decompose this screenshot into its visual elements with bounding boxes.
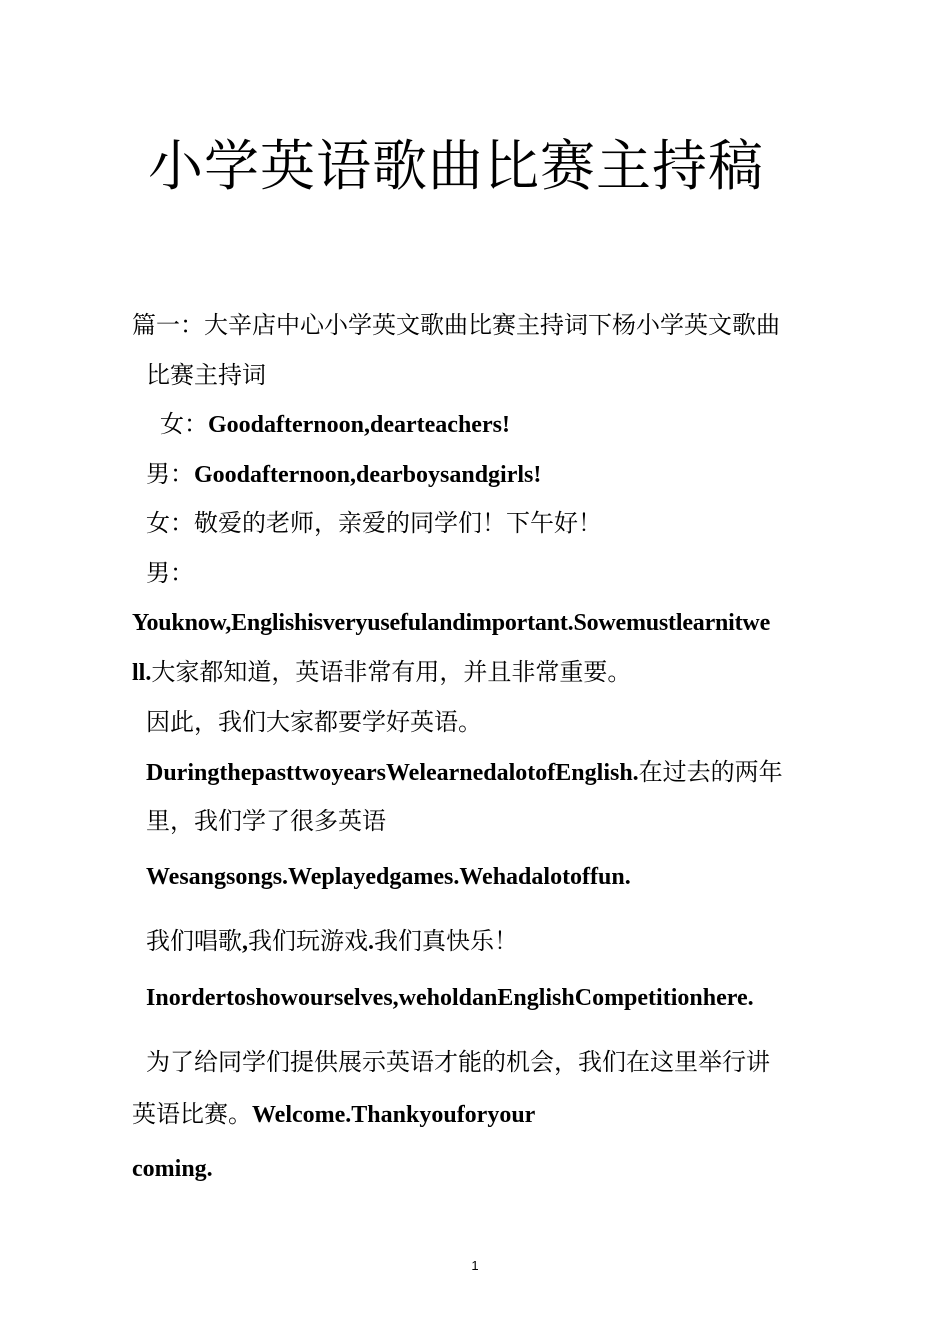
dialogue-line-11: 我们唱歌,我们玩游戏.我们真快乐！	[146, 927, 518, 955]
dialogue-line-13: 为了给同学们提供展示英语才能的机会，我们在这里举行讲	[146, 1048, 770, 1076]
english-text: Welcome.Thankyouforyour	[252, 1102, 536, 1128]
dialogue-line-8	[146, 755, 783, 790]
english-text: Goodafternoon,dearboysandgirls!	[194, 462, 542, 488]
dialogue-line-14	[132, 1097, 535, 1132]
dialogue-line-2	[146, 457, 541, 492]
chinese-text: 大家都知道，英语非常有用，并且非常重要。	[151, 658, 632, 686]
chinese-text: 英语比赛。	[132, 1100, 252, 1128]
section-heading-line-1: 篇一：大辛店中心小学英文歌曲比赛主持词下杨小学英文歌曲	[132, 311, 780, 339]
chinese-text: 在过去的两年	[638, 758, 783, 786]
dialogue-line-15: coming.	[132, 1156, 213, 1182]
dialogue-line-4: 男：	[146, 559, 194, 587]
dialogue-line-10: Wesangsongs.Weplayedgames.Wehadalotoffun.	[146, 864, 631, 890]
english-text: Goodafternoon,dearteachers!	[208, 412, 510, 438]
dialogue-line-7: 因此，我们大家都要学好英语。	[146, 708, 482, 736]
speaker-label: 女：	[160, 410, 208, 438]
english-text: ll.	[132, 660, 152, 686]
dialogue-line-3: 女：敬爱的老师，亲爱的同学们！下午好！	[146, 509, 602, 537]
speaker-label: 男：	[146, 460, 194, 488]
english-text: DuringthepasttwoyearsWelearnedalotofEnglish.	[146, 760, 639, 786]
page-number: 1	[471, 1258, 479, 1273]
dialogue-line-9: 里，我们学了很多英语	[146, 807, 386, 835]
dialogue-line-5: Youknow,Englishisveryusefulandimportant.Sowemustlearnitwe	[132, 610, 771, 636]
chinese-text: 我们玩游戏	[248, 927, 368, 955]
dialogue-line-6	[132, 655, 631, 690]
dialogue-line-12: Inordertoshowourselves,weholdanEnglishCompetitionhere.	[146, 985, 754, 1011]
dialogue-line-1	[160, 407, 510, 442]
document-title: 小学英语歌曲比赛主持稿	[148, 134, 765, 198]
chinese-text: 我们真快乐！	[374, 927, 518, 955]
chinese-text: 我们唱歌	[146, 927, 242, 955]
section-heading-line-2: 比赛主持词	[146, 361, 266, 389]
